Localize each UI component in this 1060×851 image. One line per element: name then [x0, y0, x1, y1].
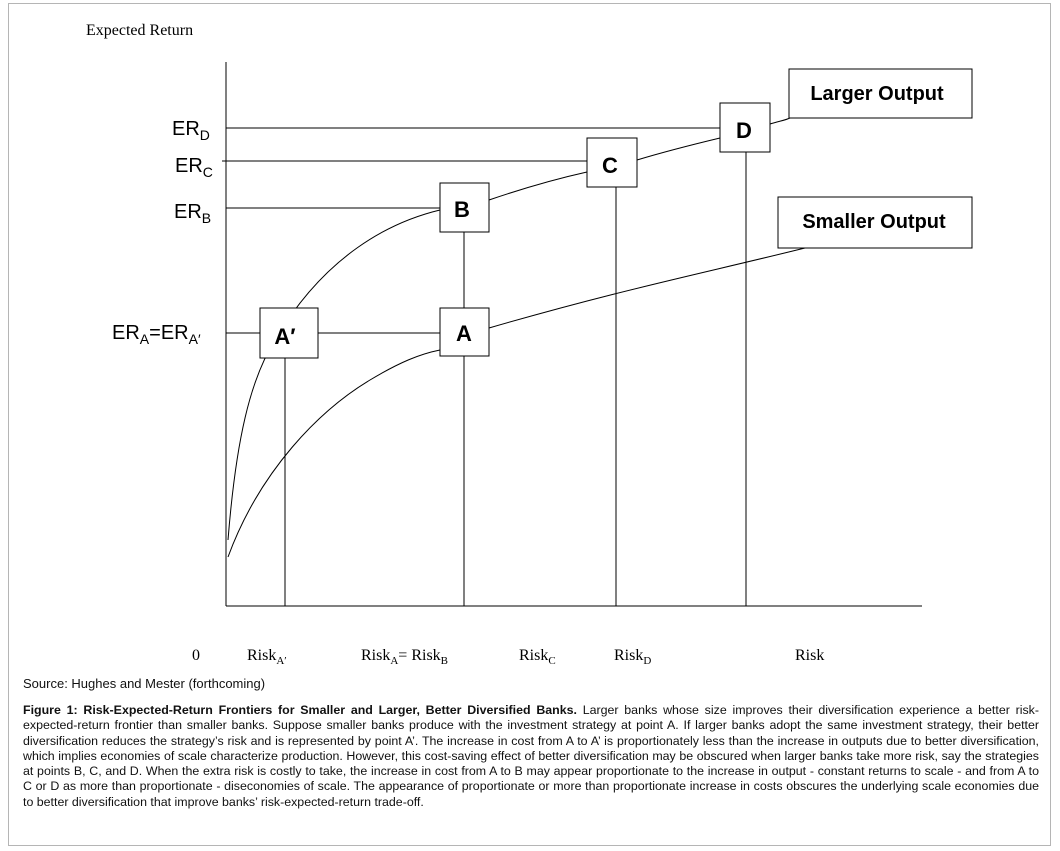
point-c-label: C [602, 153, 618, 178]
point-a-prime-label: A′ [274, 324, 296, 349]
figure-caption [23, 703, 1039, 810]
x-tick-risk-a-b: Risk$_A$= Risk$_B$ [361, 647, 449, 667]
point-b-label: B [454, 197, 470, 222]
y-tick-er-c: $ER_C$ [175, 155, 213, 180]
smaller-output-label-box [778, 197, 972, 248]
caption-title: Figure 1: Risk-Expected-Return Frontiers for Smaller and Larger, Better Diversified Banks. [23, 703, 577, 717]
point-a [440, 308, 489, 356]
x-origin-label: 0 [192, 647, 200, 664]
point-a-label: A [456, 321, 472, 346]
smaller-output-curve [228, 248, 805, 557]
point-d-label: D [736, 118, 752, 143]
larger-output-label-box [789, 69, 972, 118]
point-a-prime [260, 308, 318, 358]
x-tick-risk-a-prime: Risk$_{A'}$ [247, 647, 287, 667]
x-tick-risk-c: Risk$_C$ [519, 647, 556, 667]
source-note: Source: Hughes and Mester (forthcoming) [23, 676, 266, 691]
smaller-output-label: Smaller Output [802, 211, 946, 233]
y-tick-er-b: $ER_B$ [174, 201, 212, 226]
y-tick-er-d: $ER_D$ [172, 118, 210, 143]
x-axis-title: Risk [795, 647, 825, 664]
y-axis-title: Expected Return [86, 22, 194, 39]
point-d [720, 103, 770, 152]
point-b [440, 183, 489, 232]
y-tick-er-a: $ER_A=ER_{A'}$ [112, 322, 201, 347]
larger-output-label: Larger Output [810, 83, 944, 105]
caption-body: Larger banks whose size improves their diversification experience a better risk-expected-return frontier than smaller banks. Suppose smaller banks produce with the investment strategy at point A. If larger banks adopt the same investment strategy, their better diversification reduces the strategy’s risk and is represented by point A’. The increase in cost from A to A’ is proportionately less than the increase in outputs due to better diversification, which implies economies of scale characterize production. However, this cost-saving effect of better diversification may be obscured when larger banks take more risk, say the strategies at points B, C, and D. When the extra risk is costly to take, the increase in cost from A to B may appear proportionate to the increase in output - constant returns to scale - and from A to C or D as more than proportionate - diseconomies of scale. The appearance of proportionate or more than proportionate increase in costs obscures the underlying scale economies due to better diversification that improve banks’ risk-expected-return trade-off. [23, 703, 1039, 809]
x-tick-risk-d: Risk$_D$ [614, 647, 652, 667]
point-c [587, 138, 637, 187]
